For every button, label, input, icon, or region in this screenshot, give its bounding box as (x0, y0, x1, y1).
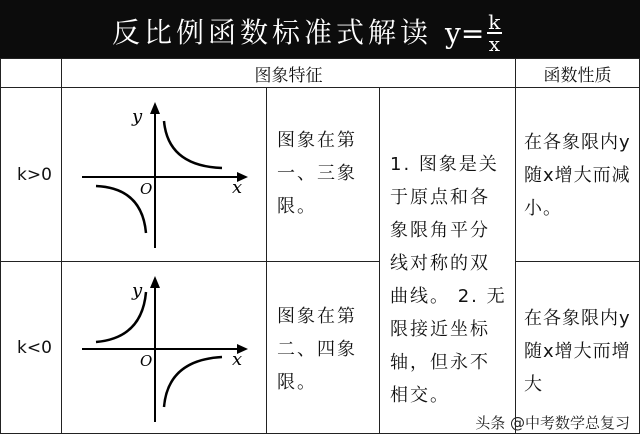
graph-k-negative (61, 261, 267, 434)
quadrants-text-positive: 图象在第一、三象限。 (277, 130, 357, 217)
feature-table (0, 58, 640, 443)
origin-label: O (140, 352, 153, 370)
graph-k-positive (61, 87, 267, 262)
property-cell-negative (515, 261, 640, 434)
header-features: 图象特征 (61, 58, 516, 88)
x-label: x (232, 349, 243, 370)
header-corner (0, 58, 62, 88)
k-positive-label: k>0 (0, 87, 62, 262)
curve-quadrant-4 (164, 357, 222, 407)
quadrants-cell-negative (266, 261, 380, 434)
y-label: y (132, 280, 143, 301)
formula-fraction (486, 12, 502, 54)
origin-label: O (140, 180, 153, 198)
title-formula (445, 12, 502, 54)
page-title: 反比例函数标准式解读 (112, 16, 433, 49)
k-negative-label: k<0 (0, 261, 62, 434)
quadrants-cell-positive (266, 87, 380, 262)
hyperbola-q2-q4-graph (62, 262, 266, 433)
watermark: 头条 @中考数学总复习 (475, 414, 630, 432)
quadrants-text-negative: 图象在第二、四象限。 (277, 306, 357, 393)
curve-quadrant-3 (96, 186, 146, 233)
property-cell-positive (515, 87, 640, 262)
y-label: y (132, 106, 143, 127)
formula-numerator: k (488, 10, 501, 34)
x-label: x (232, 177, 243, 198)
hyperbola-q1-q3-graph (62, 88, 266, 261)
y-axis-arrow (150, 276, 160, 288)
header-properties: 函数性质 (515, 58, 640, 88)
property-text-negative: 在各象限内y随x增大而增大 (524, 308, 631, 395)
y-axis-arrow (150, 102, 160, 114)
common-features-text: 1. 图象是关于原点和各象限角平分线对称的双曲线。 2. 无限接近坐标轴，但永不相交。 (390, 154, 507, 406)
common-features-cell (379, 87, 516, 434)
title-bar (0, 0, 640, 58)
property-text-positive: 在各象限内y随x增大而减小。 (524, 132, 631, 219)
formula-denominator: x (488, 32, 500, 56)
formula-prefix: y= (445, 16, 485, 50)
curve-quadrant-1 (164, 121, 222, 168)
